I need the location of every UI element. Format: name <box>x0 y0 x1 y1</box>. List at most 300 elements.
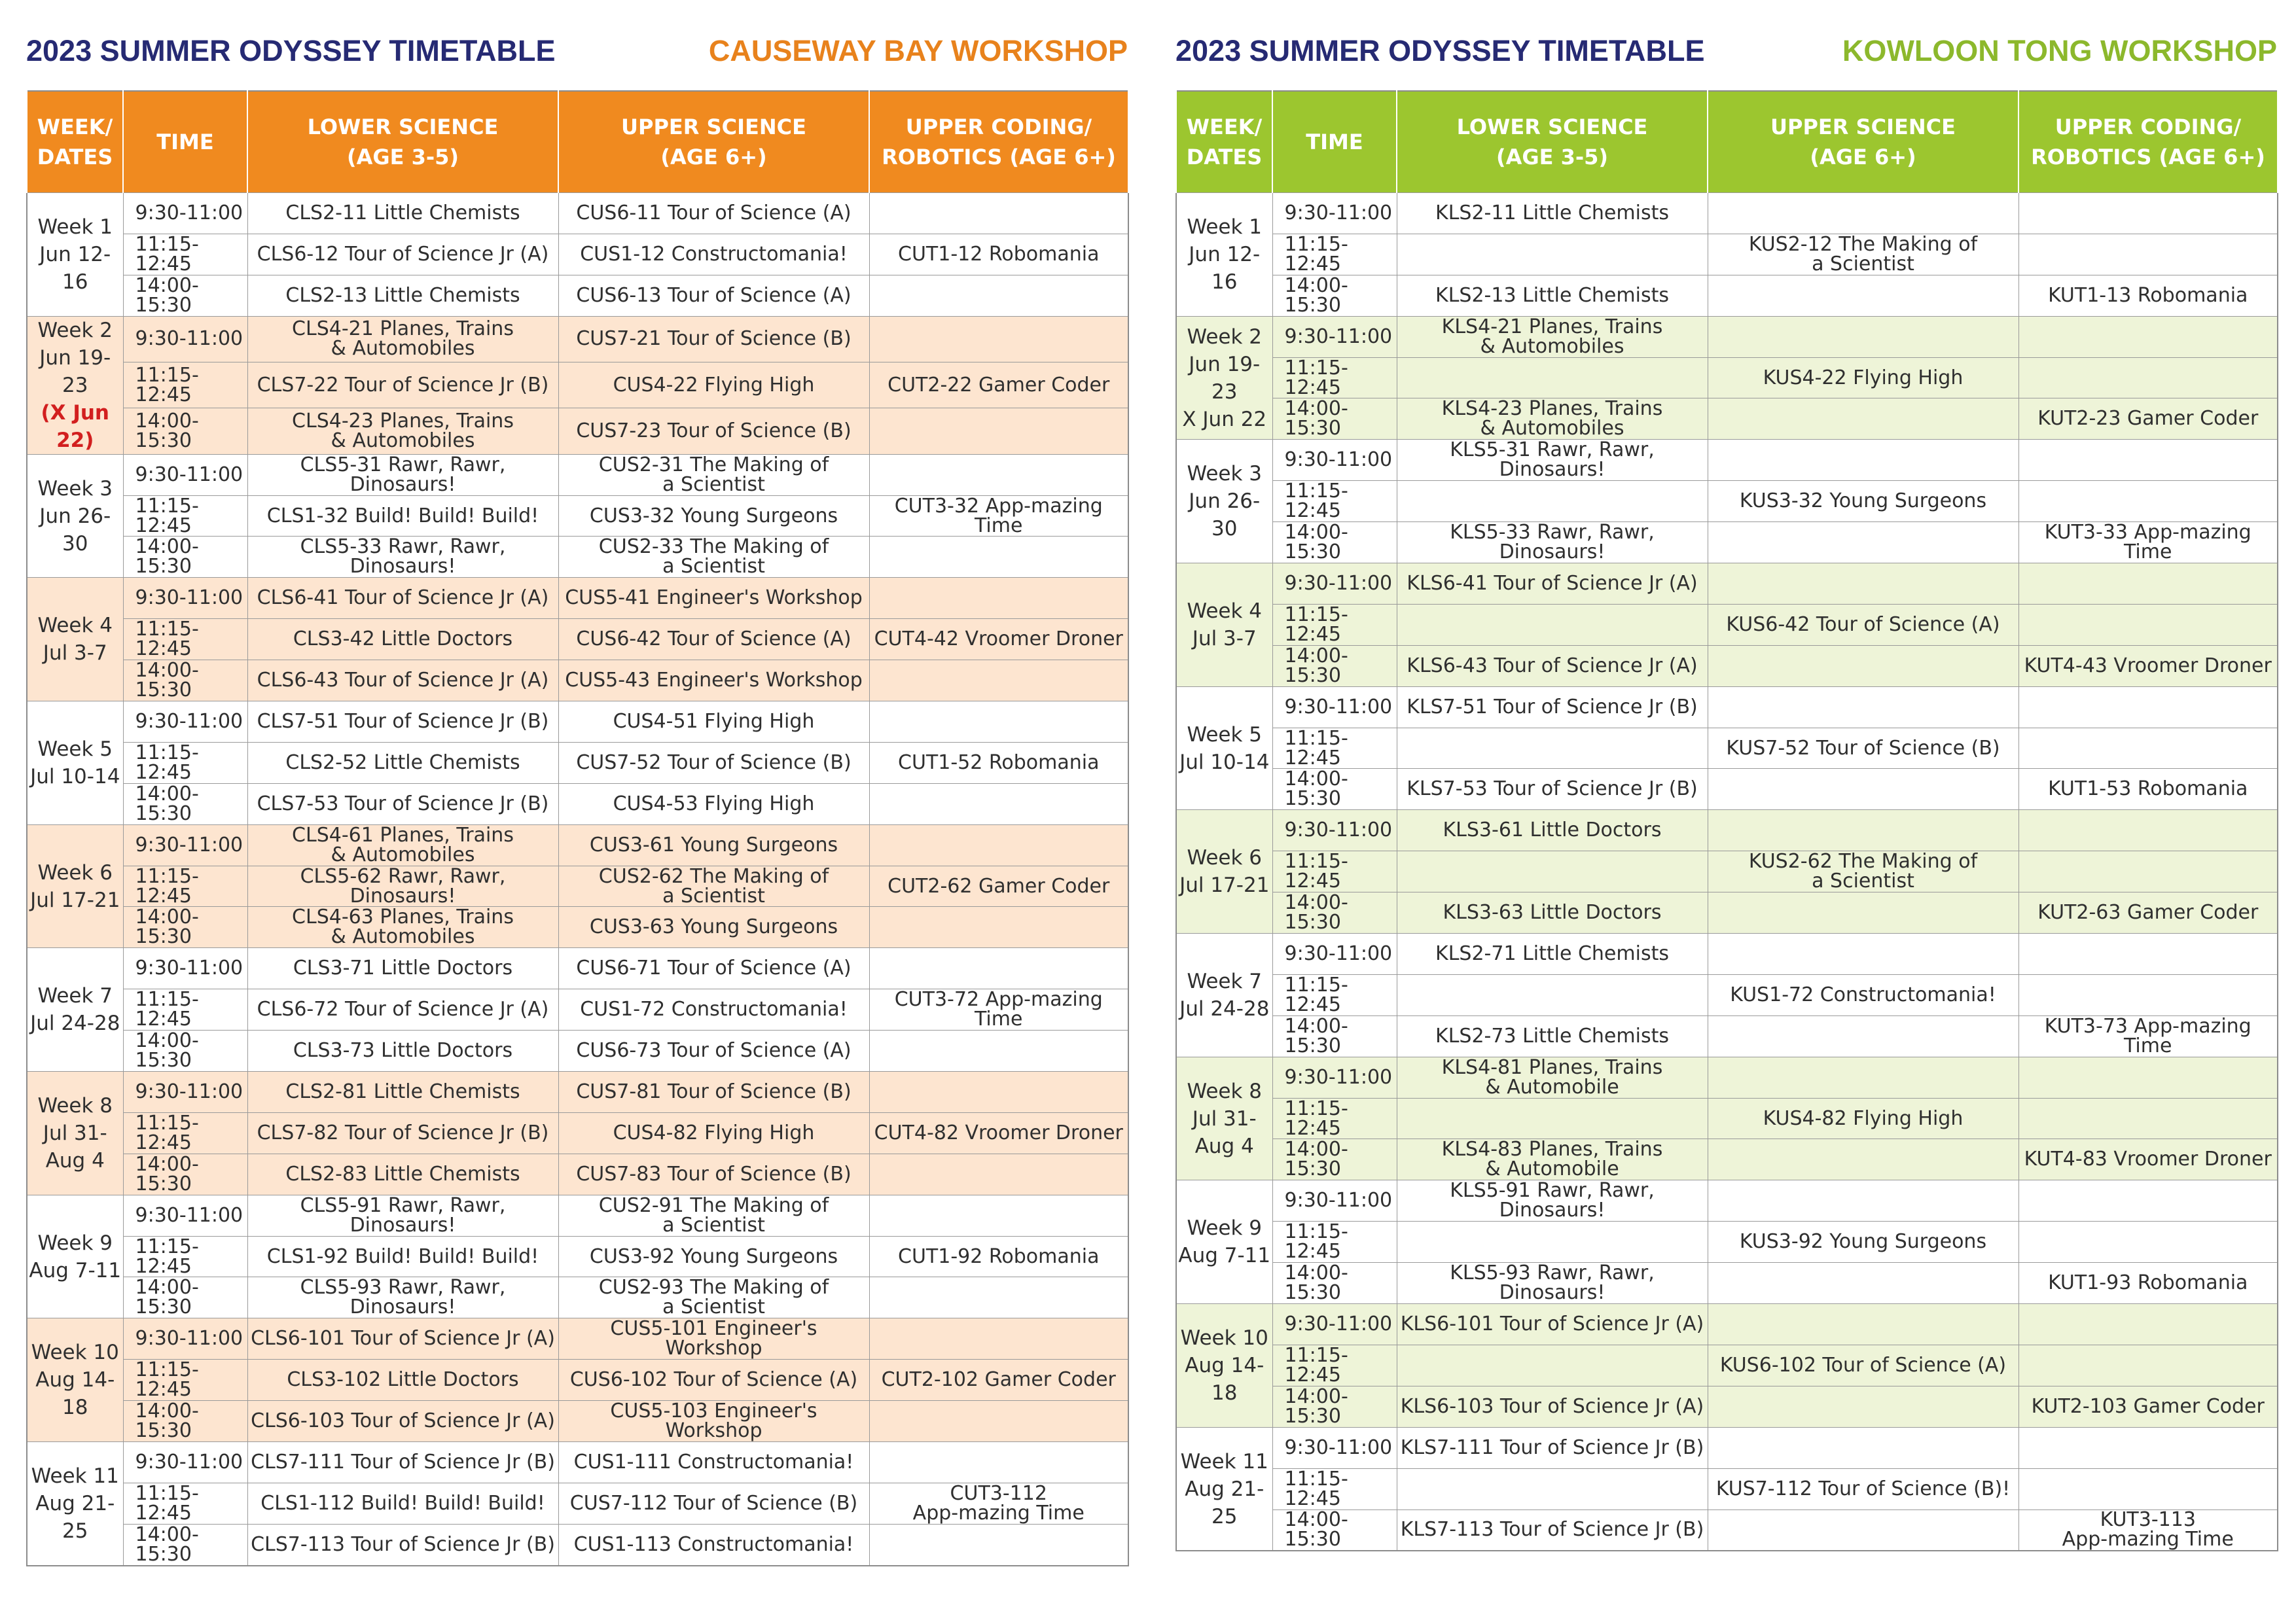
table-row <box>1176 851 2278 892</box>
week-label: Week 10 Aug 14-18 <box>31 1341 119 1420</box>
cell-time: 14:00-15:30 <box>123 1524 247 1565</box>
cell-time: 11:15-12:45 <box>123 866 247 907</box>
header-upper-science: UPPER SCIENCE (AGE 6+) <box>1708 91 2018 193</box>
cell-upper-coding <box>2018 316 2278 357</box>
cell-upper-science: CUS5-43 Engineer's Workshop <box>558 660 869 701</box>
cell-time: 14:00-15:30 <box>1272 769 1397 810</box>
cell-time: 14:00-15:30 <box>123 275 247 316</box>
cell-upper-science <box>1708 275 2018 316</box>
cell-upper-coding <box>2018 1180 2278 1222</box>
cell-upper-science: CUS7-81 Tour of Science (B) <box>558 1072 869 1113</box>
cell-time: 11:15-12:45 <box>123 619 247 660</box>
week-label: Week 8 Jul 31- Aug 4 <box>1187 1079 1262 1158</box>
table-row <box>1176 563 2278 605</box>
week-group <box>1176 316 2278 440</box>
week-dates-cell <box>1176 810 1272 934</box>
header-time: TIME <box>123 91 247 193</box>
cell-lower-science: CLS2-52 Little Chemists <box>247 742 558 783</box>
timetable-title: 2023 SUMMER ODYSSEY TIMETABLE <box>1175 34 1705 67</box>
cell-lower-science: KLS7-111 Tour of Science Jr (B) <box>1397 1427 1708 1468</box>
cell-lower-science: KLS5-91 Rawr, Rawr, Dinosaurs! <box>1397 1180 1708 1222</box>
cell-lower-science <box>1397 234 1708 275</box>
table-row <box>1176 440 2278 481</box>
cell-time: 9:30-11:00 <box>123 948 247 989</box>
week-dates-cell <box>1176 440 1272 563</box>
table-row <box>1176 1304 2278 1345</box>
week-group <box>1176 1057 2278 1180</box>
cell-lower-science: CLS6-43 Tour of Science Jr (A) <box>247 660 558 701</box>
cell-upper-coding <box>869 275 1128 316</box>
table-row <box>1176 1468 2278 1509</box>
cell-upper-coding <box>869 1195 1128 1236</box>
week-label: Week 6 Jul 17-21 <box>1179 846 1270 898</box>
cell-time: 11:15-12:45 <box>123 989 247 1031</box>
week-group <box>27 701 1128 825</box>
cell-upper-science: CUS5-103 Engineer's Workshop <box>558 1401 869 1442</box>
cell-upper-science <box>1708 1057 2018 1098</box>
cell-lower-science: CLS2-83 Little Chemists <box>247 1154 558 1195</box>
cell-time: 14:00-15:30 <box>1272 1386 1397 1427</box>
cell-upper-science: CUS6-42 Tour of Science (A) <box>558 619 869 660</box>
week-dates-cell <box>27 1318 123 1442</box>
cell-upper-science: CUS1-111 Constructomania! <box>558 1442 869 1483</box>
cell-lower-science: CLS6-41 Tour of Science Jr (A) <box>247 578 558 619</box>
cell-lower-science: CLS3-73 Little Doctors <box>247 1031 558 1072</box>
week-group <box>1176 563 2278 687</box>
cell-time: 9:30-11:00 <box>123 454 247 495</box>
cell-upper-coding <box>869 660 1128 701</box>
cell-upper-science: CUS4-22 Flying High <box>558 362 869 408</box>
cell-upper-coding: KUT2-23 Gamer Coder <box>2018 398 2278 440</box>
header-upper-coding: UPPER CODING/ ROBOTICS (AGE 6+) <box>2018 91 2278 193</box>
cell-lower-science: KLS2-13 Little Chemists <box>1397 275 1708 316</box>
cell-time: 11:15-12:45 <box>1272 481 1397 522</box>
cell-upper-coding <box>2018 1057 2278 1098</box>
week-label: Week 5 Jul 10-14 <box>1179 722 1270 774</box>
cell-upper-science: CUS6-73 Tour of Science (A) <box>558 1031 869 1072</box>
cell-lower-science <box>1397 481 1708 522</box>
cell-lower-science: CLS4-61 Planes, Trains & Automobiles <box>247 824 558 866</box>
cell-time: 14:00-15:30 <box>123 783 247 824</box>
cell-time: 9:30-11:00 <box>123 578 247 619</box>
cell-upper-science <box>1708 1304 2018 1345</box>
cell-upper-coding <box>2018 1427 2278 1468</box>
week-label: Week 4 Jul 3-7 <box>1187 599 1262 650</box>
cell-lower-science: CLS5-31 Rawr, Rawr, Dinosaurs! <box>247 454 558 495</box>
table-row <box>1176 398 2278 440</box>
cell-upper-coding <box>869 1072 1128 1113</box>
cell-upper-science <box>1708 1180 2018 1222</box>
cell-upper-science <box>1708 1386 2018 1427</box>
cell-upper-science: CUS2-62 The Making of a Scientist <box>558 866 869 907</box>
cell-upper-science <box>1708 1139 2018 1180</box>
table-row <box>27 1401 1128 1442</box>
cell-lower-science: KLS6-101 Tour of Science Jr (A) <box>1397 1304 1708 1345</box>
cell-upper-coding <box>2018 851 2278 892</box>
cell-upper-science: CUS7-83 Tour of Science (B) <box>558 1154 869 1195</box>
table-row <box>27 316 1128 362</box>
cell-lower-science: CLS1-32 Build! Build! Build! <box>247 495 558 537</box>
cell-time: 11:15-12:45 <box>123 362 247 408</box>
cell-lower-science: CLS5-93 Rawr, Rawr, Dinosaurs! <box>247 1277 558 1318</box>
cell-upper-coding: KUT2-63 Gamer Coder <box>2018 892 2278 934</box>
week-dates-cell <box>27 701 123 825</box>
cell-upper-coding: CUT1-12 Robomania <box>869 234 1128 275</box>
cell-upper-science: CUS2-31 The Making of a Scientist <box>558 454 869 495</box>
cell-upper-coding <box>869 948 1128 989</box>
cell-time: 9:30-11:00 <box>123 1072 247 1113</box>
table-row <box>1176 1345 2278 1386</box>
cell-upper-coding <box>2018 974 2278 1015</box>
cell-upper-coding: CUT3-72 App-mazing Time <box>869 989 1128 1031</box>
header-upper-coding: UPPER CODING/ ROBOTICS (AGE 6+) <box>869 91 1128 193</box>
cell-time: 11:15-12:45 <box>1272 1222 1397 1263</box>
table-row <box>1176 728 2278 769</box>
cell-upper-coding: KUT2-103 Gamer Coder <box>2018 1386 2278 1427</box>
cell-lower-science <box>1397 1098 1708 1139</box>
table-row <box>1176 645 2278 686</box>
cell-time: 14:00-15:30 <box>123 408 247 454</box>
cell-upper-science: KUS2-12 The Making of a Scientist <box>1708 234 2018 275</box>
week-label: Week 6 Jul 17-21 <box>30 860 120 912</box>
cell-upper-coding <box>2018 357 2278 398</box>
cell-time: 14:00-15:30 <box>123 907 247 948</box>
panel-header <box>1175 0 2277 90</box>
cell-upper-coding <box>869 578 1128 619</box>
cell-upper-coding <box>869 1524 1128 1565</box>
cell-lower-science <box>1397 1222 1708 1263</box>
cell-lower-science: KLS6-43 Tour of Science Jr (A) <box>1397 645 1708 686</box>
header-week-dates: WEEK/ DATES <box>1176 91 1272 193</box>
cell-upper-science: CUS6-71 Tour of Science (A) <box>558 948 869 989</box>
cell-time: 14:00-15:30 <box>1272 398 1397 440</box>
cell-lower-science: KLS2-73 Little Chemists <box>1397 1015 1708 1057</box>
table-row <box>27 1112 1128 1154</box>
table-row <box>1176 357 2278 398</box>
cell-upper-coding <box>869 193 1128 234</box>
week-label: Week 2 Jun 19-23 X Jun 22 <box>1182 325 1267 431</box>
cell-time: 14:00-15:30 <box>123 1154 247 1195</box>
cell-upper-science: CUS4-53 Flying High <box>558 783 869 824</box>
table-row <box>1176 1057 2278 1098</box>
cell-upper-coding: KUT1-93 Robomania <box>2018 1263 2278 1304</box>
cell-time: 14:00-15:30 <box>123 1401 247 1442</box>
cell-time: 9:30-11:00 <box>1272 1180 1397 1222</box>
cell-upper-science: KUS3-32 Young Surgeons <box>1708 481 2018 522</box>
cell-lower-science: KLS4-21 Planes, Trains & Automobiles <box>1397 316 1708 357</box>
week-dates-cell <box>1176 316 1272 440</box>
timetable-table <box>26 90 1129 1566</box>
cell-upper-science <box>1708 563 2018 605</box>
cell-upper-coding: CUT1-52 Robomania <box>869 742 1128 783</box>
cell-time: 14:00-15:30 <box>123 1031 247 1072</box>
cell-lower-science <box>1397 851 1708 892</box>
header-upper-science: UPPER SCIENCE (AGE 6+) <box>558 91 869 193</box>
cell-upper-coding <box>869 408 1128 454</box>
cell-upper-science <box>1708 398 2018 440</box>
cell-lower-science: CLS6-101 Tour of Science Jr (A) <box>247 1318 558 1360</box>
cell-upper-science: CUS2-93 The Making of a Scientist <box>558 1277 869 1318</box>
cell-upper-science <box>1708 934 2018 975</box>
table-row <box>1176 810 2278 851</box>
table-row <box>27 1031 1128 1072</box>
cell-upper-coding <box>2018 728 2278 769</box>
cell-lower-science: CLS7-111 Tour of Science Jr (B) <box>247 1442 558 1483</box>
week-label: Week 7 Jul 24-28 <box>30 984 120 1036</box>
cell-time: 9:30-11:00 <box>1272 686 1397 728</box>
cell-upper-science: CUS1-72 Constructomania! <box>558 989 869 1031</box>
cell-lower-science <box>1397 1468 1708 1509</box>
panel-header <box>26 0 1128 90</box>
cell-lower-science: KLS7-113 Tour of Science Jr (B) <box>1397 1509 1708 1551</box>
cell-upper-coding <box>2018 1304 2278 1345</box>
cell-lower-science <box>1397 357 1708 398</box>
week-group <box>1176 934 2278 1057</box>
timetable-title: 2023 SUMMER ODYSSEY TIMETABLE <box>26 34 556 67</box>
table-row <box>27 989 1128 1031</box>
week-group <box>27 1195 1128 1318</box>
table-row <box>27 234 1128 275</box>
week-group <box>27 1442 1128 1566</box>
week-label: Week 11 Aug 21-25 <box>1180 1449 1268 1528</box>
cell-upper-science <box>1708 1263 2018 1304</box>
table-row <box>27 1483 1128 1524</box>
cell-time: 11:15-12:45 <box>123 1483 247 1524</box>
cell-time: 14:00-15:30 <box>1272 1263 1397 1304</box>
cell-upper-science: CUS2-91 The Making of a Scientist <box>558 1195 869 1236</box>
cell-upper-coding <box>2018 440 2278 481</box>
cell-upper-coding: KUT4-83 Vroomer Droner <box>2018 1139 2278 1180</box>
table-row <box>1176 316 2278 357</box>
cell-lower-science <box>1397 1345 1708 1386</box>
cell-lower-science: KLS5-31 Rawr, Rawr, Dinosaurs! <box>1397 440 1708 481</box>
cell-upper-science: KUS6-42 Tour of Science (A) <box>1708 604 2018 645</box>
cell-upper-science <box>1708 892 2018 934</box>
cell-lower-science <box>1397 728 1708 769</box>
week-label: Week 9 Aug 7-11 <box>29 1231 122 1282</box>
week-group <box>1176 193 2278 317</box>
cell-time: 9:30-11:00 <box>123 1318 247 1360</box>
week-group <box>27 193 1128 317</box>
week-group <box>1176 1304 2278 1428</box>
week-group <box>27 316 1128 454</box>
cell-time: 11:15-12:45 <box>123 1112 247 1154</box>
cell-upper-coding: KUT4-43 Vroomer Droner <box>2018 645 2278 686</box>
week-group <box>1176 810 2278 934</box>
header-time: TIME <box>1272 91 1397 193</box>
cell-time: 14:00-15:30 <box>123 1277 247 1318</box>
cell-upper-coding <box>869 316 1128 362</box>
cell-lower-science: KLS4-83 Planes, Trains & Automobile <box>1397 1139 1708 1180</box>
table-row <box>27 275 1128 316</box>
table-row <box>1176 1509 2278 1551</box>
cell-lower-science: KLS2-71 Little Chemists <box>1397 934 1708 975</box>
week-dates-cell <box>27 578 123 701</box>
week-dates-cell <box>1176 1304 1272 1428</box>
cell-upper-science <box>1708 769 2018 810</box>
cell-upper-science <box>1708 1427 2018 1468</box>
cell-lower-science: CLS7-53 Tour of Science Jr (B) <box>247 783 558 824</box>
week-group <box>27 1072 1128 1195</box>
cell-lower-science: CLS7-51 Tour of Science Jr (B) <box>247 701 558 743</box>
week-dates-cell <box>1176 686 1272 810</box>
header-lower-science: LOWER SCIENCE (AGE 3-5) <box>247 91 558 193</box>
table-row <box>1176 892 2278 934</box>
cell-upper-coding: CUT3-112 App-mazing Time <box>869 1483 1128 1524</box>
cell-time: 9:30-11:00 <box>1272 810 1397 851</box>
week-dates-cell <box>27 824 123 948</box>
cell-time: 11:15-12:45 <box>1272 357 1397 398</box>
cell-upper-coding: KUT3-113 App-mazing Time <box>2018 1509 2278 1551</box>
table-row <box>27 1318 1128 1360</box>
cell-time: 9:30-11:00 <box>123 824 247 866</box>
table-row <box>1176 481 2278 522</box>
header-week-dates: WEEK/ DATES <box>27 91 123 193</box>
cell-time: 9:30-11:00 <box>1272 1304 1397 1345</box>
cell-lower-science: CLS1-92 Build! Build! Build! <box>247 1236 558 1277</box>
cell-lower-science: CLS5-33 Rawr, Rawr, Dinosaurs! <box>247 537 558 578</box>
week-dates-cell <box>27 193 123 317</box>
week-dates-cell <box>27 1442 123 1566</box>
table-row <box>27 495 1128 537</box>
table-row <box>1176 1427 2278 1468</box>
week-label: Week 7 Jul 24-28 <box>1179 969 1270 1021</box>
cell-lower-science: CLS7-113 Tour of Science Jr (B) <box>247 1524 558 1565</box>
table-row <box>27 1072 1128 1113</box>
workshop-name: CAUSEWAY BAY WORKSHOP <box>708 34 1128 67</box>
week-dates-cell <box>27 948 123 1072</box>
week-group <box>27 454 1128 578</box>
cell-lower-science: KLS6-41 Tour of Science Jr (A) <box>1397 563 1708 605</box>
cell-upper-coding <box>2018 604 2278 645</box>
table-row <box>1176 974 2278 1015</box>
cell-lower-science: KLS3-63 Little Doctors <box>1397 892 1708 934</box>
cell-upper-science: CUS6-11 Tour of Science (A) <box>558 193 869 234</box>
table-row <box>27 1360 1128 1401</box>
week-group <box>1176 440 2278 563</box>
cell-time: 9:30-11:00 <box>1272 440 1397 481</box>
cell-upper-coding: KUT3-73 App-mazing Time <box>2018 1015 2278 1057</box>
table-row <box>1176 234 2278 275</box>
cell-lower-science: CLS7-22 Tour of Science Jr (B) <box>247 362 558 408</box>
table-row <box>27 783 1128 824</box>
cell-upper-science: KUS6-102 Tour of Science (A) <box>1708 1345 2018 1386</box>
cell-time: 11:15-12:45 <box>1272 1468 1397 1509</box>
cell-lower-science <box>1397 974 1708 1015</box>
week-dates-cell <box>27 1072 123 1195</box>
cell-upper-coding <box>869 1442 1128 1483</box>
cell-upper-coding <box>2018 1098 2278 1139</box>
cell-time: 11:15-12:45 <box>1272 974 1397 1015</box>
cell-upper-coding: CUT4-42 Vroomer Droner <box>869 619 1128 660</box>
header-lower-science: LOWER SCIENCE (AGE 3-5) <box>1397 91 1708 193</box>
table-row <box>27 907 1128 948</box>
cell-upper-science: CUS7-21 Tour of Science (B) <box>558 316 869 362</box>
cell-time: 11:15-12:45 <box>123 234 247 275</box>
week-label: Week 3 Jun 26-30 <box>1187 462 1262 541</box>
cell-time: 11:15-12:45 <box>123 1360 247 1401</box>
week-dates-cell <box>1176 193 1272 317</box>
cell-lower-science: CLS4-21 Planes, Trains & Automobiles <box>247 316 558 362</box>
week-group <box>27 578 1128 701</box>
table-row <box>1176 686 2278 728</box>
cell-upper-coding: CUT2-102 Gamer Coder <box>869 1360 1128 1401</box>
table-row <box>27 1442 1128 1483</box>
cell-upper-science <box>1708 810 2018 851</box>
workshop-name: KOWLOON TONG WORKSHOP <box>1842 34 2277 67</box>
table-row <box>27 742 1128 783</box>
table-row <box>1176 275 2278 316</box>
cell-upper-coding <box>2018 1345 2278 1386</box>
cell-upper-science: KUS2-62 The Making of a Scientist <box>1708 851 2018 892</box>
cell-time: 14:00-15:30 <box>123 660 247 701</box>
table-row <box>1176 1139 2278 1180</box>
cell-upper-science: CUS1-113 Constructomania! <box>558 1524 869 1565</box>
cell-lower-science: KLS7-51 Tour of Science Jr (B) <box>1397 686 1708 728</box>
cell-time: 14:00-15:30 <box>1272 645 1397 686</box>
cell-time: 9:30-11:00 <box>1272 563 1397 605</box>
cell-upper-coding <box>2018 481 2278 522</box>
cell-time: 11:15-12:45 <box>123 1236 247 1277</box>
cell-time: 14:00-15:30 <box>123 537 247 578</box>
table-row <box>27 701 1128 743</box>
cell-upper-coding <box>869 1318 1128 1360</box>
cell-time: 14:00-15:30 <box>1272 892 1397 934</box>
cell-upper-science: CUS5-101 Engineer's Workshop <box>558 1318 869 1360</box>
cell-upper-coding <box>869 783 1128 824</box>
cell-upper-science <box>1708 440 2018 481</box>
cell-lower-science: KLS6-103 Tour of Science Jr (A) <box>1397 1386 1708 1427</box>
table-row <box>27 578 1128 619</box>
table-row <box>27 1524 1128 1565</box>
cell-upper-science: CUS5-41 Engineer's Workshop <box>558 578 869 619</box>
cell-upper-science: KUS3-92 Young Surgeons <box>1708 1222 2018 1263</box>
cell-time: 14:00-15:30 <box>1272 1139 1397 1180</box>
week-group <box>27 1318 1128 1442</box>
cell-time: 11:15-12:45 <box>1272 1345 1397 1386</box>
week-label: Week 1 Jun 12-16 <box>1187 215 1262 294</box>
cell-upper-coding <box>869 1277 1128 1318</box>
cell-upper-coding: CUT2-62 Gamer Coder <box>869 866 1128 907</box>
cell-lower-science: CLS3-102 Little Doctors <box>247 1360 558 1401</box>
cell-time: 11:15-12:45 <box>1272 851 1397 892</box>
causeway-bay-panel <box>26 0 1128 1566</box>
cell-upper-coding <box>869 537 1128 578</box>
week-label: Week 9 Aug 7-11 <box>1178 1216 1271 1268</box>
week-label: Week 2 Jun 19-23 <box>37 318 113 397</box>
cell-upper-science: KUS7-52 Tour of Science (B) <box>1708 728 2018 769</box>
table-row <box>27 619 1128 660</box>
week-dates-cell <box>1176 1057 1272 1180</box>
table-row <box>1176 604 2278 645</box>
cell-lower-science: CLS3-71 Little Doctors <box>247 948 558 989</box>
cell-upper-science: KUS4-82 Flying High <box>1708 1098 2018 1139</box>
cell-upper-science: CUS7-52 Tour of Science (B) <box>558 742 869 783</box>
cell-time: 11:15-12:45 <box>1272 1098 1397 1139</box>
kowloon-tong-panel <box>1175 0 2277 1551</box>
cell-upper-science: CUS1-12 Constructomania! <box>558 234 869 275</box>
cell-upper-science <box>1708 1509 2018 1551</box>
cell-lower-science: CLS2-81 Little Chemists <box>247 1072 558 1113</box>
week-dates-cell <box>27 454 123 578</box>
table-row <box>27 948 1128 989</box>
cell-time: 14:00-15:30 <box>1272 522 1397 563</box>
week-dates-cell <box>1176 1427 1272 1551</box>
week-group <box>27 948 1128 1072</box>
timetable-table <box>1175 90 2278 1551</box>
cell-lower-science: CLS5-91 Rawr, Rawr, Dinosaurs! <box>247 1195 558 1236</box>
cell-upper-coding: CUT2-22 Gamer Coder <box>869 362 1128 408</box>
